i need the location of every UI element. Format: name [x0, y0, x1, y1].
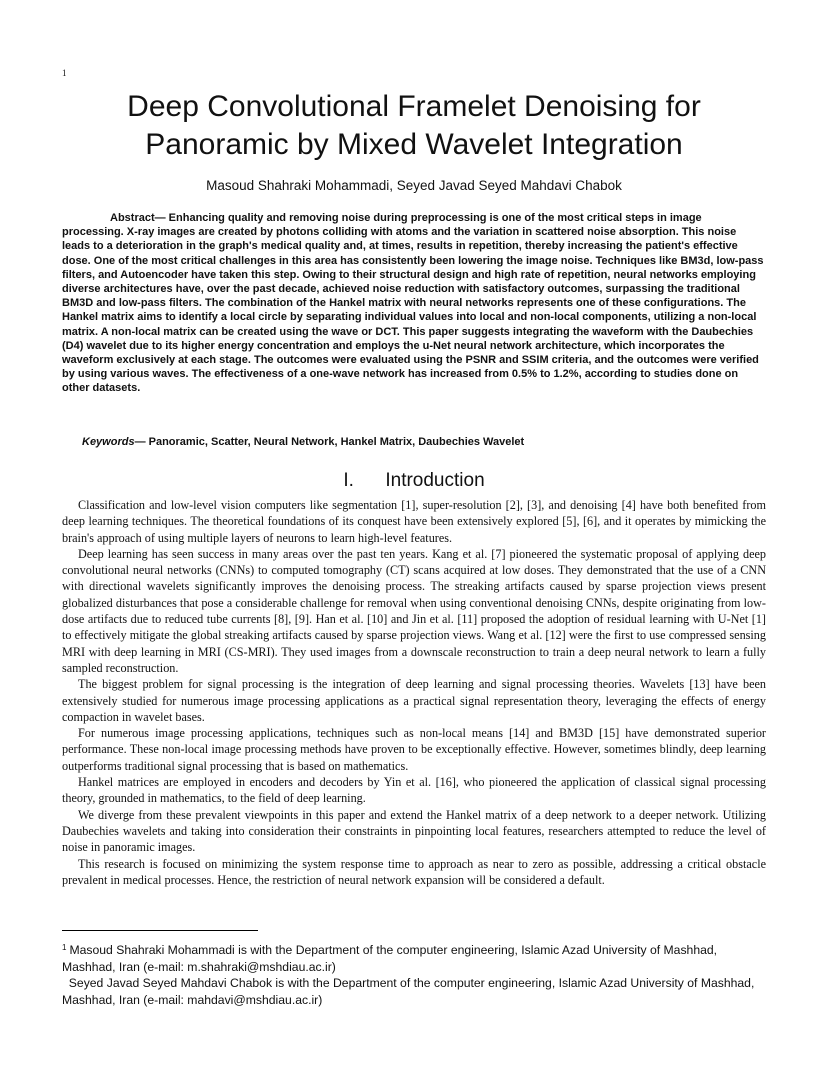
paragraph-5: Hankel matrices are employed in encoders and decoders by Yin et al. [16], who pioneered the application of classical signal processing theory, grounded in mathematics, to the field of deep learning.: [62, 775, 766, 806]
section-heading-introduction: [0, 470, 828, 492]
paragraph-4: For numerous image processing applications, techniques such as non-local means [14] and BM3D [15] have demonstrated superior performance. These non-local image processing methods have proven to be exceptionally effective. However, sometimes blindly, deep learning outperforms traditional signal processing that is based on mathematics.: [62, 726, 766, 773]
paragraph-7: This research is focused on minimizing the system response time to approach as near to zero as possible, addressing a critical obstacle prevalent in medical processes. Hence, the restriction of neural network expansion will be considered a default.: [62, 856, 766, 887]
paper-title: Deep Convolutional Framelet Denoising for Panoramic by Mixed Wavelet Integration: [127, 90, 701, 161]
page-number: 1: [62, 68, 67, 78]
paragraph-2: Deep learning has seen success in many areas over the past ten years. Kang et al. [7] pioneered the systematic proposal of applying deep convolutional neural networks (CNNs) to computed tomography (CT) scans acquired at low doses. They demonstrated that the use of a CNN with directional wavelets significantly improves the denoising process. The streaking artifacts caused by sparse projection views present globalized disturbances that pose a considerable challenge for removal when using conventional denoising CNNs, despite originating from low-dose artifacts due to reduced tube currents [8], [9]. Han et al. [10] and Jin et al. [11] proposed the adoption of residual learning with U-Net [1] to effectively mitigate the global streaking artifacts caused by sparse projection views. Wang et al. [12] were the first to use compressed sensing MRI with deep learning in MRI (CS-MRI). They used images from a downscale reconstruction to train a deep neural network to learn a fully sampled reconstruction.: [62, 546, 766, 675]
keywords: [82, 436, 524, 448]
footnote-divider: [62, 930, 258, 931]
footnote-1-text: Masoud Shahraki Mohammadi is with the Department of the computer engineering, Islamic Azad University of Mashhad, Mashhad, Iran (e-mail: m.shahraki@mshdiau.ac.ir): [62, 943, 718, 974]
abstract-text: Abstract— Enhancing quality and removing noise during preprocessing is one of the most critical steps in image processing. X-ray images are created by photons colliding with atoms and the variation in scattered noise absorption. This noise leads to a deterioration in the graph's medical quality and, at times, results in repetition, thereby increasing the patient's effective dose. One of the most critical challenges in this area has consistently been lowering the image noise. Techniques like BM3d, low-pass filters, and Autoencoder have taken this step. Owing to their structural design and high rate of repetition, neural networks employing diverse architectures have, over the past decade, achieved noise reduction with satisfactory outcomes, surpassing the traditional BM3D and low-pass filters. The combination of the Hankel matrix with neural networks represents one of these configurations. The Hankel matrix aims to identify a local circle by separating individual values into local and non-local components, utilizing a non-local matrix. A non-local matrix can be created using the wave or DCT. This paper suggests integrating the waveform with the Daubechies (D4) wavelet due to its higher energy concentration and employs the u-Net neural network architecture, which incorporates the waveform exclusively at each stage. The outcomes were evaluated using the PSNR and SSIM criteria, and the outcomes were verified by using various waves. The effectiveness of a one-wave network has increased from 0.5% to 1.2%, according to studies done on other datasets.: [62, 212, 764, 395]
paragraph-3: The biggest problem for signal processing is the integration of deep learning and signal processing theories. Wavelets [13] have been extensively studied for numerous image processing applications as a practical signal representation theory, leveraging the effects of energy compaction in wavelet bases.: [62, 677, 766, 724]
section-title: Introduction: [385, 470, 485, 491]
keywords-text: — Panoramic, Scatter, Neural Network, Hankel Matrix, Daubechies Wavelet: [134, 436, 525, 448]
abstract: [62, 211, 766, 396]
footnotes: [62, 940, 766, 1008]
keywords-label: Keywords: [82, 436, 135, 448]
footnote-1: [62, 940, 766, 975]
footnote-2: [62, 975, 766, 1008]
footnote-marker: 1: [62, 943, 67, 952]
section-number: I.: [343, 470, 354, 491]
author-list: Masoud Shahraki Mohammadi, Seyed Javad Seyed Mahdavi Chabok: [206, 178, 622, 193]
paragraph-6: We diverge from these prevalent viewpoints in this paper and extend the Hankel matrix of a deep network to a deeper network. Utilizing Daubechies wavelets and taking into consideration their constraints in pinpointing local features, researchers attempted to reduce the level of noise in panoramic images.: [62, 807, 766, 855]
footnote-2-text: Seyed Javad Seyed Mahdavi Chabok is with the Department of the computer engineering, Islamic Azad University of Mashhad, Mashhad, Iran (e-mail: mahdavi@mshdiau.ac.ir): [62, 976, 755, 1007]
paragraph-1: Classification and low-level vision computers like segmentation [1], super-resolution [2], [3], and denoising [4] have both benefited from deep learning techniques. The theoretical foundations of its conquest have been extensively explored [5], [6], and it operates by mimicking the brain's approach of using multiple layers of neurons to learn high-level features.: [62, 498, 766, 545]
introduction-body: [62, 497, 766, 888]
